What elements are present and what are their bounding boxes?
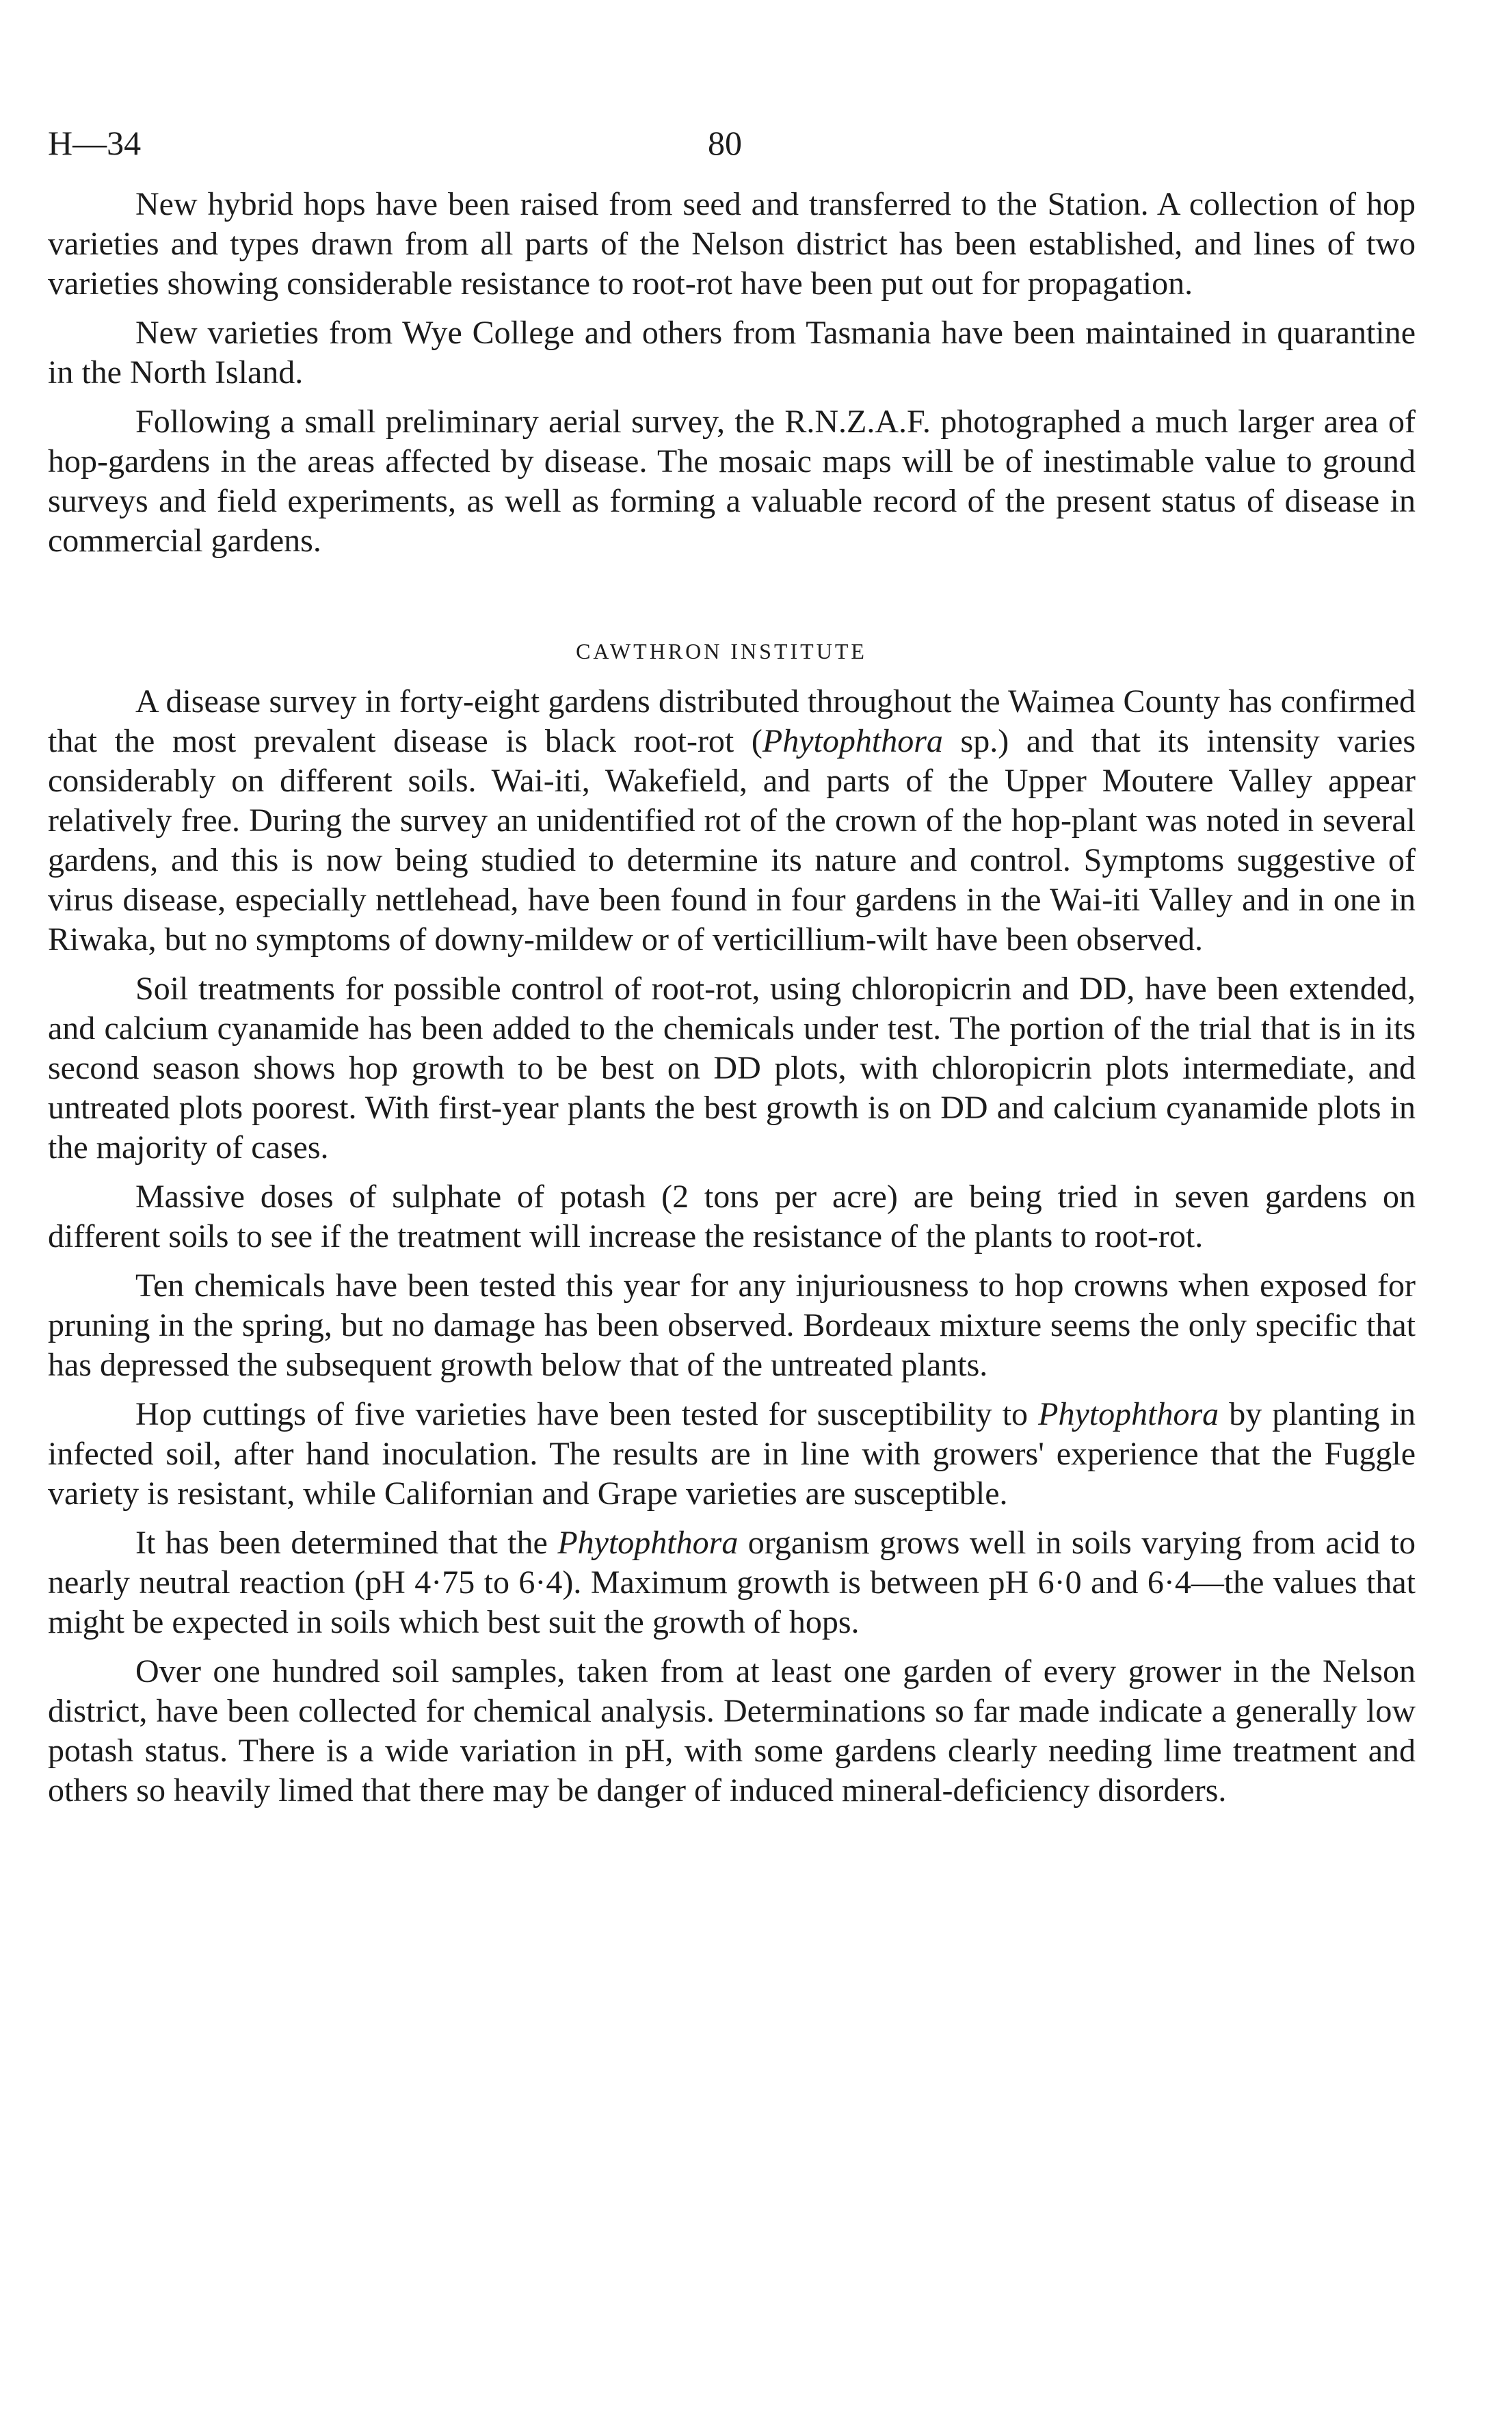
paragraph-hop-cuttings: Hop cuttings of five varieties have been tested for susceptibility to Phytophthora by planting in infected soil, after hand inoculation. The results are in line with growers' experience that the Fuggle variety is resistant, while Californian and Grape varieties are susceptible. [48, 1396, 1416, 1512]
paragraph-hybrid-hops: New hybrid hops have been raised from seed and transferred to the Station. A collection of hop varieties and types drawn from all parts of the Nelson district has been established, and lines of two varieties showing considerable resistance to root-rot have been put out for propagation. [48, 186, 1416, 302]
document-reference: H—34 [48, 124, 142, 162]
document-page [48, 123, 1416, 1820]
paragraph-ph-range: It has been determined that the Phytophthora organism grows well in soils varying from acid to nearly neutral reaction (pH 4·75 to 6·4). Maximum growth is between pH 6·0 and 6·4—the values that might be expected in soils which best suit the growth of hops. [48, 1525, 1416, 1640]
paragraph-new-varieties: New varieties from Wye College and others from Tasmania have been maintained in quarantine in the North Island. [48, 315, 1416, 391]
paragraph-soil-samples: Over one hundred soil samples, taken from at least one garden of every grower in the Nelson district, have been collected for chemical analysis. Determinations so far made indicate a generally low potash status. There is a wide variation in pH, with some gardens clearly needing lime treatment and others so heavily limed that there may be danger of induced mineral-deficiency disorders. [48, 1653, 1416, 1809]
paragraph-potash-doses: Massive doses of sulphate of potash (2 tons per acre) are being tried in seven gardens on different soils to see if the treatment will increase the resistance of the plants to root-rot. [48, 1179, 1416, 1254]
section-heading: CAWTHRON INSTITUTE [576, 639, 867, 663]
paragraph-aerial-survey: Following a small preliminary aerial survey, the R.N.Z.A.F. photographed a much larger area of hop-gardens in the areas affected by disease. The mosaic maps will be of inestimable value to ground surveys and field experiments, as well as forming a valuable record of the present status of disease in commercial gardens. [48, 404, 1416, 559]
page-number: 80 [708, 124, 742, 162]
page-header [48, 123, 1416, 185]
paragraph-chemicals-tested: Ten chemicals have been tested this year for any injuriousness to hop crowns when exposed for pruning in the spring, but no damage has been observed. Bordeaux mixture seems the only specific that has depressed the subsequent growth below that of the untreated plants. [48, 1267, 1416, 1383]
paragraph-disease-survey: A disease survey in forty-eight gardens distributed throughout the Waimea County has confirmed that the most prevalent disease is black root-rot (Phytophthora sp.) and that its intensity varies considerably on different soils. Wai-iti, Wakefield, and parts of the Upper Moutere Valley appear relatively free. During the survey an unidentified rot of the crown of the hop-plant was noted in several gardens, and this is now being studied to determine its nature and control. Symptoms suggestive of virus disease, especially nettlehead, have been found in four gardens in the Wai-iti Valley and in one in Riwaka, but no symptoms of downy-mildew or of verticillium-wilt have been observed. [48, 683, 1416, 958]
paragraph-soil-treatments: Soil treatments for possible control of root-rot, using chloropicrin and DD, have been extended, and calcium cyanamide has been added to the chemicals under test. The portion of the trial that is in its second season shows hop growth to be best on DD plots, with chloropicrin plots intermediate, and untreated plots poorest. With first-year plants the best growth is on DD and calcium cyanamide plots in the majority of cases. [48, 971, 1416, 1166]
